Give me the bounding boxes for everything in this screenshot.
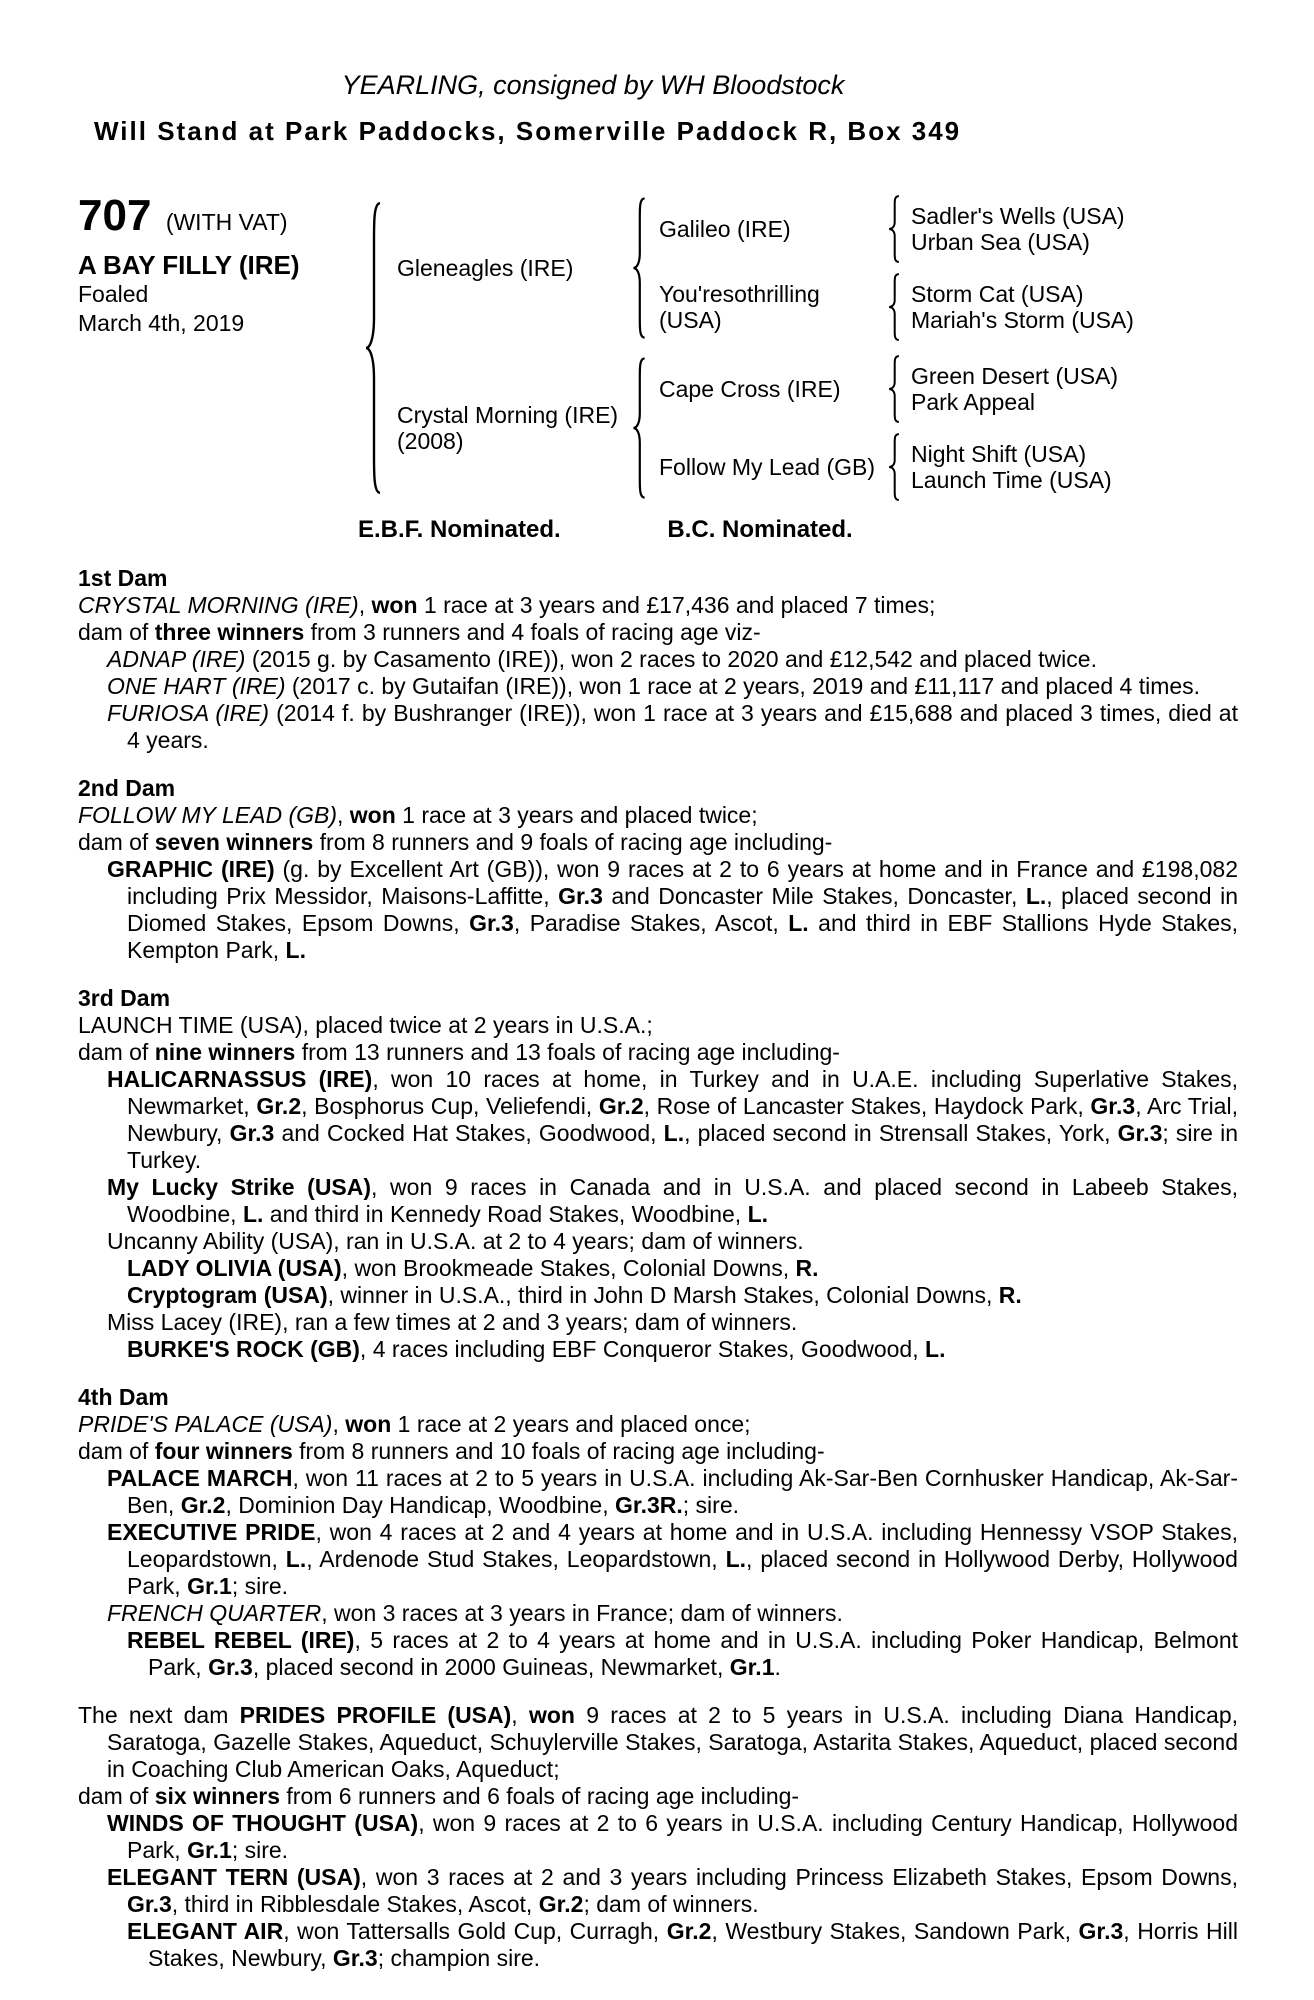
text-run: , won 9 races at 2 to 6 years in U.S.A. including Century Handicap, Hollywood Park, [127,1810,1239,1863]
text-run: L. [925,1336,946,1362]
lot-info [78,191,363,338]
pedigree-paragraph [78,673,1238,700]
text-run: won [371,592,418,618]
text-run: L. [1025,883,1047,909]
text-run: , placed second in Hollywood Derby, Hollywood Park, [127,1546,1238,1599]
pedigree-paragraph [78,1282,1238,1309]
dam-sire-branch [647,354,1201,424]
text-run: ; sire. [231,1837,289,1863]
text-run: FRENCH QUARTER [107,1600,322,1626]
dam-name: Crystal Morning (IRE) [397,402,619,428]
section-heading: 4th Dam [78,1384,169,1410]
text-run: L. [663,1120,685,1146]
dam-section-next-dam [78,1702,1238,1972]
sire-branch [383,194,1201,342]
text-run: L. [285,937,306,963]
sire-name: Gleneagles (IRE) [397,255,574,281]
text-run: Gr.2 [180,1492,226,1518]
pedigree-paragraph [78,1066,1238,1174]
text-run: ; sire in Turkey. [127,1120,1238,1173]
pedigree-paragraph [78,1336,1238,1363]
pedigree-paragraph [78,1012,1238,1039]
text-run: HALICARNASSUS (IRE) [107,1066,373,1092]
text-run: nine winners [154,1039,296,1065]
text-run: Gr.2 [256,1093,302,1119]
text-run: , [332,1411,346,1437]
text-run: 1 race at 2 years and placed once; [391,1411,751,1437]
bc-nominated: B.C. Nominated. [667,516,853,543]
dam-branch [383,354,1201,502]
text-run: , 4 races including EBF Conqueror Stakes, Goodwood, [359,1336,926,1362]
text-run: GRAPHIC (IRE) [107,856,275,882]
nomination-line [358,516,1314,544]
consignor-line: YEARLING, consigned by WH Bloodstock [341,70,845,100]
dam-name-block [383,402,631,454]
text-run: , placed second in 2000 Guineas, Newmarket, [252,1654,730,1680]
text-run: , won 3 races at 2 and 3 years including Princess Elizabeth Stakes, Epsom Downs, [360,1864,1238,1890]
pedigree-paragraph [78,1702,1238,1783]
text-run: , placed second in Diomed Stakes, Epsom Downs, [127,883,1238,936]
text-run: Uncanny Ability (USA), ran in U.S.A. at 2 to 4 years; dam of winners. [107,1228,804,1254]
dam-section-third-dam [78,985,1238,1363]
text-run: L. [285,1546,307,1572]
dam-sections [78,565,1238,1972]
text-run: (2014 f. by Bushranger (IRE)), won 1 race at 3 years and £15,688 and placed 3 times, died at 4 years. [127,700,1238,753]
text-run: Gr.2 [598,1093,644,1119]
text-run: , won 4 races at 2 and 4 years at home and in U.S.A. including Hennessy VSOP Stakes, Leopardstown, [127,1519,1238,1572]
ebf-nominated: E.B.F. Nominated. [358,516,561,543]
sire-dam-branch [647,272,1201,342]
lot-vat-note: (WITH VAT) [165,209,288,235]
sire-dam-parents [901,281,1201,333]
text-run: , won 10 races at home, in Turkey and in U.A.E. including Superlative Stakes, Newmarket, [127,1066,1239,1119]
text-run: ; dam of winners. [583,1891,759,1917]
text-run: dam of [78,619,155,645]
ancestor-name: Sadler's Wells (USA) [911,203,1125,229]
text-run: from 3 runners and 4 foals of racing age viz- [304,619,761,645]
pedigree-brace-sire [631,194,647,342]
text-run: ; sire. [231,1573,289,1599]
text-run: , [511,1702,529,1728]
text-run: LAUNCH TIME (USA), placed twice at 2 years in U.S.A.; [78,1012,653,1038]
text-run: Gr.1 [187,1573,232,1599]
lot-description: A BAY FILLY (IRE) [78,250,300,280]
text-run: Gr.2 [538,1891,584,1917]
text-run: PRIDE'S PALACE (USA) [78,1411,333,1437]
text-run: Gr.2 [666,1918,712,1944]
sire-parents [647,194,1201,342]
text-run: Gr.3 [1090,1093,1136,1119]
text-run: , placed second in Strensall Stakes, York, [684,1120,1118,1146]
text-run: and Doncaster Mile Stakes, Doncaster, [602,883,1026,909]
pedigree-paragraph [78,1600,1238,1627]
dam-sire-parents [901,363,1201,415]
text-run: and third in EBF Stallions Hyde Stakes, Kempton Park, [127,910,1239,963]
text-run: ; champion sire. [377,1945,541,1971]
dam-section-first-dam [78,565,1238,754]
section-heading: 3rd Dam [78,985,171,1011]
text-run: , Bosphorus Cup, Veliefendi, [301,1093,599,1119]
text-run: Gr.1 [187,1837,232,1863]
text-run: Gr.3 [1117,1120,1163,1146]
text-run: The next dam [78,1702,240,1728]
pedigree-brace-sire-sire [887,194,901,264]
lot-number-line [78,191,363,240]
text-run: dam of [78,829,155,855]
text-run: from 6 runners and 6 foals of racing age including- [280,1783,800,1809]
text-run: ONE HART (IRE) [107,673,286,699]
pedigree-paragraph [78,1039,1238,1066]
text-run: , 5 races at 2 to 4 years at home and in U.S.A. including Poker Handicap, Belmont Park, [148,1627,1239,1680]
pedigree-brace-dam [631,354,647,502]
text-run: My Lucky Strike (USA) [107,1174,372,1200]
text-run: 1 race at 3 years and £17,436 and placed 7 times; [417,592,936,618]
text-run: L. [788,910,809,936]
dam-dam-branch [647,432,1201,502]
pedigree-paragraph [78,592,1238,619]
text-run: PALACE MARCH [107,1465,293,1491]
pedigree-paragraph [78,1255,1238,1282]
section-heading: 1st Dam [78,565,168,591]
sire-sire-parents [901,203,1201,255]
text-run: dam of [78,1039,155,1065]
text-run: and Cocked Hat Stakes, Goodwood, [274,1120,664,1146]
text-run: from 13 runners and 13 foals of racing age including- [295,1039,840,1065]
text-run: Gr.3 [127,1891,172,1917]
text-run: , winner in U.S.A., third in John D Marsh Stakes, Colonial Downs, [327,1282,999,1308]
text-run: Gr.1 [729,1654,775,1680]
text-run: WINDS OF THOUGHT (USA) [107,1810,419,1836]
text-run: seven winners [154,829,314,855]
pedigree-brace-sire-dam [887,272,901,342]
text-run: EXECUTIVE PRIDE [107,1519,316,1545]
text-run: , won 11 races at 2 to 5 years in U.S.A. including Ak-Sar-Ben Cornhusker Handicap, Ak-Sar-Ben, [127,1465,1238,1518]
text-run: . [774,1654,781,1680]
text-run: (g. by Excellent Art (GB)), won 9 races at 2 to 6 years at home and in France and £198,082 including Prix Messidor, Maisons-Laffitte, [127,856,1238,909]
text-run: L. [747,1201,769,1227]
pedigree-brace-gen1 [363,194,383,502]
pedigree-paragraph [78,1228,1238,1255]
text-run: R. [998,1282,1022,1308]
foaled-label: Foaled [78,281,149,307]
text-run: won [349,802,396,828]
pedigree-paragraph [78,1411,1238,1438]
pedigree-paragraph [78,1519,1238,1600]
text-run: , Rose of Lancaster Stakes, Haydock Park, [643,1093,1091,1119]
text-run: six winners [154,1783,280,1809]
text-run: Gr.3 [332,1945,378,1971]
text-run: 1 race at 3 years and placed twice; [395,802,758,828]
sire-sire-name: Galileo (IRE) [659,216,791,242]
ancestor-name: Park Appeal [911,389,1036,415]
pedigree-paragraph [78,1627,1238,1681]
text-run: BURKE'S ROCK (GB) [127,1336,360,1362]
pedigree-tree [383,194,1201,502]
text-run: Gr.3 [1078,1918,1124,1944]
pedigree-paragraph [78,1465,1238,1519]
text-run: R. [795,1255,819,1281]
foaled-date: March 4th, 2019 [78,310,245,336]
text-run: four winners [154,1438,293,1464]
text-run: , won Tattersalls Gold Cup, Curragh, [283,1918,667,1944]
text-run: , Arc Trial, Newbury, [127,1093,1238,1146]
text-run: FURIOSA (IRE) [107,700,270,726]
pedigree-paragraph [78,1918,1238,1972]
pedigree-paragraph [78,829,1238,856]
dam-dam-name: Follow My Lead (GB) [659,454,876,480]
text-run: (2017 c. by Gutaifan (IRE)), won 1 race at 2 years, 2019 and £11,117 and placed 4 times. [285,673,1201,699]
text-run: Gr.3 [558,883,603,909]
text-run: PRIDES PROFILE (USA) [239,1702,512,1728]
text-run: , third in Ribblesdale Stakes, Ascot, [171,1891,539,1917]
pedigree-paragraph [78,646,1238,673]
text-run: , won Brookmeade Stakes, Colonial Downs, [341,1255,796,1281]
pedigree-paragraph [78,1783,1238,1810]
dam-sire-name: Cape Cross (IRE) [659,376,841,402]
dam-year: (2008) [397,428,464,454]
dam-section-fourth-dam [78,1384,1238,1681]
text-run: REBEL REBEL (IRE) [127,1627,355,1653]
ancestor-name: Urban Sea (USA) [911,229,1090,255]
text-run: won [528,1702,575,1728]
text-run: and third in Kennedy Road Stakes, Woodbine, [263,1201,748,1227]
dam-parents [647,354,1201,502]
text-run: Gr.3 [208,1654,253,1680]
ancestor-name: Night Shift (USA) [911,441,1087,467]
text-run: Cryptogram (USA) [127,1282,328,1308]
text-run: , Horris Hill Stakes, Newbury, [148,1918,1238,1971]
dam-section-second-dam [78,775,1238,964]
text-run: Gr.3R. [615,1492,683,1518]
ancestor-name: Storm Cat (USA) [911,281,1084,307]
pedigree-paragraph [78,1174,1238,1228]
ancestor-name: Launch Time (USA) [911,467,1112,493]
dam-dam-parents [901,441,1201,493]
text-run: dam of [78,1783,155,1809]
text-run: ELEGANT TERN (USA) [107,1864,361,1890]
text-run: , Ardenode Stud Stakes, Leopardstown, [306,1546,726,1572]
text-run: FOLLOW MY LEAD (GB) [78,802,338,828]
sire-dam-name: You'resothrilling (USA) [659,281,820,333]
stand-location-line: Will Stand at Park Paddocks, Somerville Paddock R, Box 349 [94,116,962,146]
text-run: L. [242,1201,264,1227]
text-run: , won 9 races in Canada and in U.S.A. and placed second in Labeeb Stakes, Woodbine, [127,1174,1238,1227]
text-run: , Paradise Stakes, Ascot, [513,910,789,936]
text-run: from 8 runners and 10 foals of racing age including- [292,1438,825,1464]
pedigree-paragraph [78,700,1238,754]
text-run: L. [725,1546,747,1572]
text-run: , won 3 races at 3 years in France; dam of winners. [321,1600,843,1626]
text-run: , [337,802,350,828]
text-run: Gr.3 [229,1120,275,1146]
text-run: (2015 g. by Casamento (IRE)), won 2 races to 2020 and £12,542 and placed twice. [245,646,1097,672]
text-run: three winners [154,619,305,645]
text-run: , Westbury Stakes, Sandown Park, [711,1918,1079,1944]
text-run: , [358,592,372,618]
ancestor-name: Mariah's Storm (USA) [911,307,1134,333]
pedigree-paragraph [78,619,1238,646]
text-run: dam of [78,1438,155,1464]
pedigree-paragraph [78,1864,1238,1918]
text-run: ADNAP (IRE) [107,646,246,672]
pedigree-brace-dam-sire [887,354,901,424]
text-run: won [345,1411,392,1437]
text-run: LADY OLIVIA (USA) [127,1255,342,1281]
text-run: ; sire. [682,1492,739,1518]
lot-number: 707 [78,191,152,240]
pedigree-paragraph [78,1438,1238,1465]
pedigree-paragraph [78,1309,1238,1336]
pedigree-brace-dam-dam [887,432,901,502]
text-run: Gr.3 [469,910,514,936]
sire-sire-branch [647,194,1201,264]
pedigree-paragraph [78,802,1238,829]
text-run: Miss Lacey (IRE), ran a few times at 2 and 3 years; dam of winners. [107,1309,798,1335]
text-run: , Dominion Day Handicap, Woodbine, [225,1492,615,1518]
pedigree-paragraph [78,1810,1238,1864]
text-run: from 8 runners and 9 foals of racing age including- [313,829,833,855]
text-run: CRYSTAL MORNING (IRE) [78,592,359,618]
section-heading: 2nd Dam [78,775,176,801]
pedigree-chart [78,191,1314,502]
text-run: ELEGANT AIR [127,1918,284,1944]
ancestor-name: Green Desert (USA) [911,363,1119,389]
pedigree-paragraph [78,856,1238,964]
text-run: 9 races at 2 to 5 years in U.S.A. including Diana Handicap, Saratoga, Gazelle Stakes, Aqueduct, Schuylerville Stakes, Saratoga, Astarita Stakes, Aqueduct, placed second in Coaching Club American Oaks, Aqueduct; [107,1702,1239,1782]
